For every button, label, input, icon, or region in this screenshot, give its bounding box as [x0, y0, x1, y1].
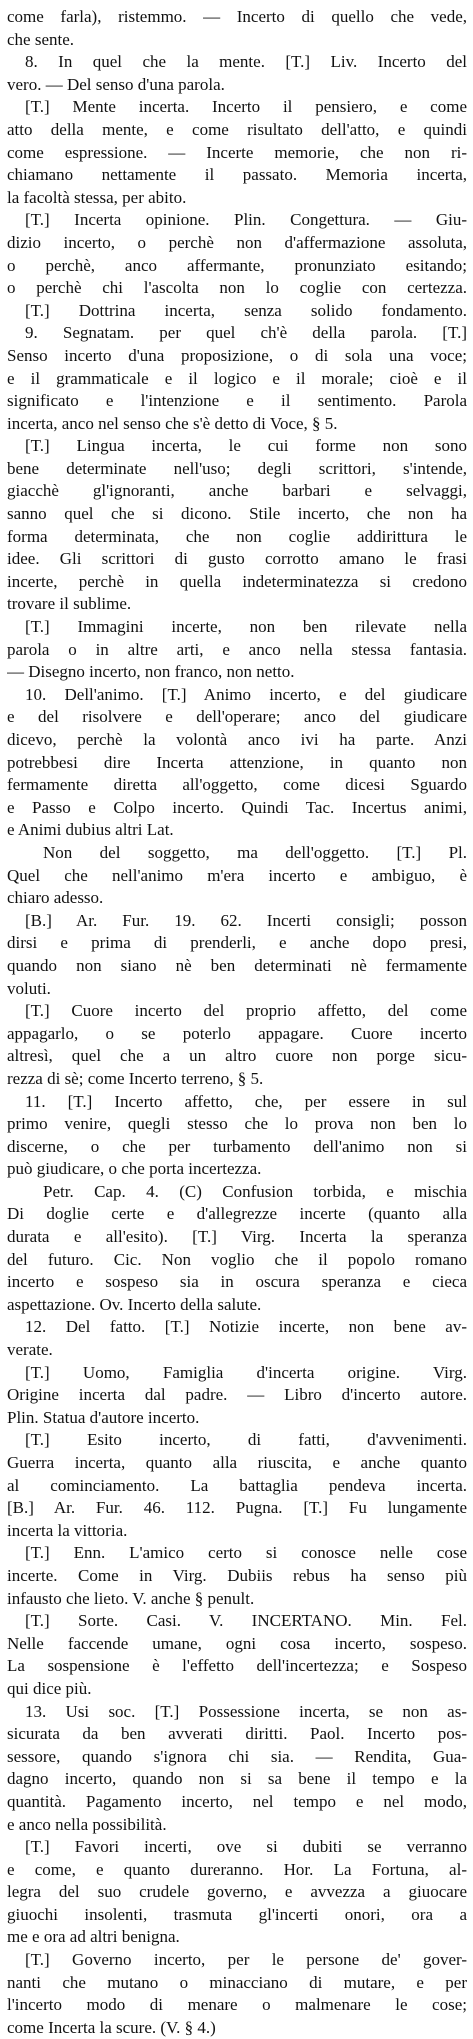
text-line: atto della mente, e come risultato dell'atto, e quindi [7, 119, 467, 139]
text-line: e come, e quanto dureranno. Hor. La Fortuna, al- [7, 1859, 467, 1879]
text-line: [T.] Governo incerto, per le persone de' gover- [25, 1950, 467, 1970]
text-line: 11. [T.] Incerto affetto, che, per essere in sul [25, 1091, 467, 1111]
text-line: forma determinata, che non coglie addirittura le [7, 526, 467, 546]
text-line: quantità. Pagamento incerto, nel tempo e nel modo, [7, 1791, 467, 1811]
text-line: incerta la vittoria. [7, 1520, 128, 1540]
text-line: [B.] Ar. Fur. 19. 62. Incerti consigli; posson [25, 910, 467, 930]
text-line: 8. In quel che la mente. [T.] Liv. Incerto del [25, 52, 467, 72]
text-line: nanti che mutano o minacciano di mutare, e per [7, 1972, 467, 1992]
text-line: [T.] Uomo, Famiglia d'incerta origine. Virg. [25, 1362, 467, 1382]
text-line: Quel che nell'animo m'era incerto e ambiguo, è [7, 865, 467, 885]
text-line: [T.] Immagini incerte, non ben rilevate nella [25, 617, 467, 637]
text-line: appagarlo, o se poterlo appagare. Cuore incerto [7, 1023, 467, 1043]
text-line: fermamente diretta all'oggetto, come dicesi Sguardo [7, 775, 467, 795]
text-line: incerte. Come in Virg. Dubiis rebus ha senso più [7, 1565, 467, 1585]
text-line: La sospensione è l'effetto dell'incertezza; e Sospeso [7, 1656, 467, 1676]
text-line: come espressione. — Incerte memorie, che non ri- [7, 142, 467, 162]
text-line: Di doglie certe e d'allegrezze incerte (quanto alla [7, 1204, 467, 1224]
text-line: [T.] Sorte. Casi. V. INCERTANO. Min. Fel. [25, 1611, 467, 1631]
text-line: incerto e sospeso sia in oscura speranza e cieca [7, 1272, 467, 1292]
text-line: significato e l'intenzione e il sentimento. Parola [7, 391, 467, 411]
text-line: Petr. Cap. 4. (C) Confusion torbida, e mischia [43, 1181, 467, 1201]
text-line: come Incerta la scure. (V. § 4.) [7, 2017, 216, 2037]
text-line: dirsi e prima di prenderli, e anche dopo presi, [7, 933, 467, 953]
text-line: Plin. Statua d'autore incerto. [7, 1407, 200, 1427]
text-line: sicurata da ben avverati diritti. Paol. Incerto pos- [7, 1724, 467, 1744]
text-line: la facoltà stessa, per abito. [7, 187, 187, 207]
text-line: che sente. [7, 29, 75, 49]
text-line: sanno quel che si dicono. Stile incerto, che non ha [7, 504, 467, 524]
text-line: e Passo e Colpo incerto. Quindi Tac. Incertus animi, [7, 797, 467, 817]
text-line: del futuro. Cic. Non voglio che il popolo romano [7, 1249, 467, 1269]
entry-body-text [7, 6, 467, 2039]
text-line: giacchè gl'ignoranti, anche barbari e selvaggi, [7, 481, 467, 501]
text-line: Nelle faccende umane, ogni cosa incerto, sospeso. [7, 1633, 467, 1653]
text-line: parola o in altre arti, e anco nella stessa fantasia. [7, 639, 467, 659]
text-line: chiamano nettamente il passato. Memoria incerta, [7, 165, 467, 185]
text-line: [T.] Mente incerta. Incerto il pensiero, e come [25, 97, 467, 117]
text-line: Senso incerto d'una proposizione, o di sola una voce; [7, 345, 467, 365]
text-line: al cominciamento. La battaglia pendeva incerta. [7, 1475, 467, 1495]
text-line: 12. Del fatto. [T.] Notizie incerte, non bene av- [25, 1317, 467, 1337]
text-line: o perchè, anco affermante, pronunziato esitando; [7, 255, 467, 275]
text-line: legra del suo crudele governo, e avvezza a giuocare [7, 1882, 467, 1902]
text-line: incerta, anco nel senso che s'è detto di Voce, § 5. [7, 413, 338, 433]
text-line: e il grammaticale e il logico e il morale; cioè e il [7, 368, 467, 388]
text-line: dicevo, perchè la volontà anco ivi ha parte. Anzi [7, 730, 467, 749]
text-line: dagno incerto, quando non si sa bene il tempo e la [7, 1769, 467, 1789]
text-line: 9. Segnatam. per quel ch'è della parola. [T.] [25, 323, 467, 343]
text-line: altresì, quel che a un altro cuore non porge sicu- [7, 1046, 467, 1066]
text-line: bene determinate nell'uso; degli scrittori, s'intende, [7, 458, 467, 478]
text-line: 10. Dell'animo. [T.] Animo incerto, e del giudicare [25, 684, 467, 704]
text-line: o perchè chi l'ascolta non lo coglie con certezza. [7, 278, 467, 298]
text-line: come farla), ristemmo. — Incerto di quello che vede, [7, 7, 467, 26]
text-line: — Disegno incerto, non franco, non netto. [7, 662, 295, 682]
text-line: Origine incerta dal padre. — Libro d'incerto autore. [7, 1385, 467, 1405]
text-line: rezza di sè; come Incerto terreno, § 5. [7, 1068, 264, 1088]
text-line: [T.] Esito incerto, di fatti, d'avvenimenti. [25, 1430, 467, 1450]
text-line: [T.] Lingua incerta, le cui forme non sono [25, 436, 467, 456]
text-line: discerne, o che per turbamento dell'animo non si [7, 1136, 467, 1156]
text-line: 13. Usi soc. [T.] Possessione incerta, se non as- [25, 1701, 467, 1721]
text-line: [T.] Dottrina incerta, senza solido fondamento. [25, 300, 467, 320]
text-line: infausto che lieto. V. anche § penult. [7, 1588, 255, 1608]
text-line: e anco nella possibilità. [7, 1814, 167, 1834]
text-line: e del risolvere e dell'operare; anco del giudicare [7, 707, 467, 727]
text-line: [T.] Cuore incerto del proprio affetto, del come [25, 1001, 467, 1021]
text-line: incerte, perchè in quella indeterminatezza si credono [7, 571, 467, 591]
text-line: vero. — Del senso d'una parola. [7, 74, 225, 94]
text-line: dizio incerto, o perchè non d'affermazione assoluta, [7, 232, 467, 252]
text-line: e Animi dubius altri Lat. [7, 820, 174, 840]
text-line: sessore, quando s'ignora chi sia. — Rendita, Gua- [7, 1746, 467, 1766]
text-line: giuochi insolenti, trasmuta gl'incerti onori, ora a [7, 1904, 467, 1924]
text-line: primo venire, quegli stesso che lo prova non ben lo [7, 1114, 467, 1134]
text-line: Guerra incerta, quanto alla riuscita, e anche quanto [7, 1453, 467, 1472]
text-line: Non del soggetto, ma dell'oggetto. [T.] Pl. [43, 842, 467, 862]
text-line: me e ora ad altri benigna. [7, 1927, 180, 1947]
text-line: aspettazione. Ov. Incerto della salute. [7, 1294, 262, 1314]
text-line: [T.] Enn. L'amico certo si conosce nelle cose [25, 1543, 467, 1563]
text-line: trovare il sublime. [7, 594, 132, 614]
text-line: qui dice più. [7, 1678, 92, 1698]
text-line: verate. [7, 1340, 53, 1360]
text-line: idee. Gli scrittori di gusto corrotto amano le frasi [7, 549, 467, 569]
text-line: [T.] Incerta opinione. Plin. Congettura. — Giu- [25, 210, 467, 230]
text-line: voluti. [7, 978, 51, 998]
text-line: [B.] Ar. Fur. 46. 112. Pugna. [T.] Fu lungamente [7, 1498, 467, 1518]
text-line: [T.] Favori incerti, ove si dubiti se verranno [25, 1837, 467, 1857]
text-line: l'incerto modo di menare o malmenare le cose; [7, 1995, 467, 2015]
text-line: durata e all'esito). [T.] Virg. Incerta la speranza [7, 1227, 467, 1247]
text-line: potrebbesi dire Incerta attenzione, in quanto non [7, 752, 467, 772]
text-line: chiaro adesso. [7, 888, 104, 908]
text-line: quando non siano nè ben determinati nè fermamente [7, 955, 467, 975]
text-line: può giudicare, o che porta incertezza. [7, 1159, 262, 1179]
